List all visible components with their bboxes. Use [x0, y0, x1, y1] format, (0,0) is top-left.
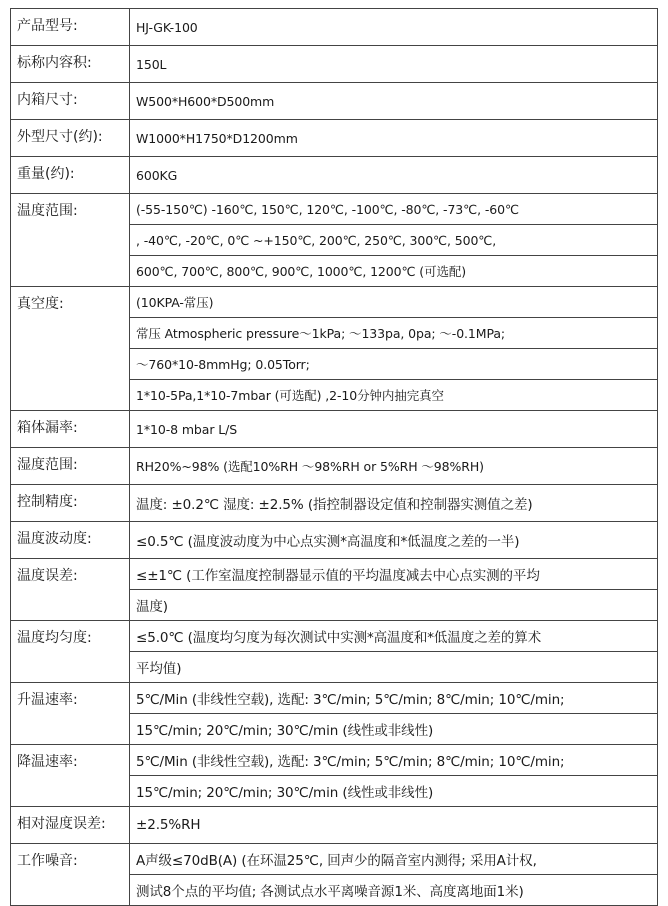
spec-label: 真空度:: [11, 287, 130, 411]
spec-value: RH20%~98% (选配10%RH ～98%RH or 5%RH ～98%RH): [130, 448, 658, 485]
spec-label: 温度均匀度:: [11, 621, 130, 683]
spec-row: [11, 559, 658, 590]
spec-value: ～760*10-8mmHg; 0.05Torr;: [130, 349, 658, 380]
spec-label: 湿度范围:: [11, 448, 130, 485]
spec-label: 箱体漏率:: [11, 411, 130, 448]
spec-table: [10, 8, 658, 906]
spec-label: 相对湿度误差:: [11, 807, 130, 844]
spec-value: 600KG: [130, 157, 658, 194]
spec-label: 重量(约):: [11, 157, 130, 194]
spec-label: 产品型号:: [11, 9, 130, 46]
spec-value: 5℃/Min (非线性空载), 选配: 3℃/min; 5℃/min; 8℃/min; 10℃/min;: [130, 683, 658, 714]
spec-row: [11, 157, 658, 194]
spec-value: 150L: [130, 46, 658, 83]
spec-row: [11, 194, 658, 225]
spec-value: (-55-150℃) -160℃, 150℃, 120℃, -100℃, -80℃, -73℃, -60℃: [130, 194, 658, 225]
spec-row: [11, 485, 658, 522]
spec-label: 升温速率:: [11, 683, 130, 745]
spec-value: ≤5.0℃ (温度均匀度为每次测试中实测*高温度和*低温度之差的算术: [130, 621, 658, 652]
spec-value: 测试8个点的平均值; 各测试点水平离噪音源1米、高度离地面1米): [130, 875, 658, 906]
spec-value: 常压 Atmospheric pressure～1kPa; ～133pa, 0pa; ～-0.1MPa;: [130, 318, 658, 349]
spec-value: 5℃/Min (非线性空载), 选配: 3℃/min; 5℃/min; 8℃/min; 10℃/min;: [130, 745, 658, 776]
spec-row: [11, 83, 658, 120]
spec-row: [11, 621, 658, 652]
spec-row: [11, 807, 658, 844]
spec-value: 15℃/min; 20℃/min; 30℃/min (线性或非线性): [130, 776, 658, 807]
spec-row: [11, 411, 658, 448]
spec-row: [11, 844, 658, 875]
spec-label: 控制精度:: [11, 485, 130, 522]
spec-row: [11, 120, 658, 157]
spec-label: 标称内容积:: [11, 46, 130, 83]
spec-row: [11, 522, 658, 559]
spec-value: 600℃, 700℃, 800℃, 900℃, 1000℃, 1200℃ (可选配): [130, 256, 658, 287]
spec-value: (10KPA-常压): [130, 287, 658, 318]
spec-value: A声级≤70dB(A) (在环温25℃, 回声少的隔音室内测得; 采用A计权,: [130, 844, 658, 875]
spec-value: HJ-GK-100: [130, 9, 658, 46]
spec-row: [11, 683, 658, 714]
spec-row: [11, 448, 658, 485]
spec-label: 工作噪音:: [11, 844, 130, 906]
spec-value: ≤0.5℃ (温度波动度为中心点实测*高温度和*低温度之差的一半): [130, 522, 658, 559]
spec-value: W500*H600*D500mm: [130, 83, 658, 120]
spec-row: [11, 745, 658, 776]
spec-value: 平均值): [130, 652, 658, 683]
spec-label: 外型尺寸(约):: [11, 120, 130, 157]
spec-label: 温度波动度:: [11, 522, 130, 559]
spec-label: 温度范围:: [11, 194, 130, 287]
spec-label: 降温速率:: [11, 745, 130, 807]
spec-label: 温度误差:: [11, 559, 130, 621]
spec-value: 1*10-5Pa,1*10-7mbar (可选配) ,2-10分钟内抽完真空: [130, 380, 658, 411]
spec-label: 内箱尺寸:: [11, 83, 130, 120]
spec-row: [11, 287, 658, 318]
spec-value: ≤±1℃ (工作室温度控制器显示值的平均温度减去中心点实测的平均: [130, 559, 658, 590]
spec-value: 15℃/min; 20℃/min; 30℃/min (线性或非线性): [130, 714, 658, 745]
spec-value: ±2.5%RH: [130, 807, 658, 844]
spec-value: W1000*H1750*D1200mm: [130, 120, 658, 157]
spec-value: 温度: ±0.2℃ 湿度: ±2.5% (指控制器设定值和控制器实测值之差): [130, 485, 658, 522]
spec-value: 1*10-8 mbar L/S: [130, 411, 658, 448]
spec-table-body: [11, 9, 658, 906]
spec-value: , -40℃, -20℃, 0℃ ~+150℃, 200℃, 250℃, 300℃, 500℃,: [130, 225, 658, 256]
spec-row: [11, 9, 658, 46]
spec-value: 温度): [130, 590, 658, 621]
spec-row: [11, 46, 658, 83]
